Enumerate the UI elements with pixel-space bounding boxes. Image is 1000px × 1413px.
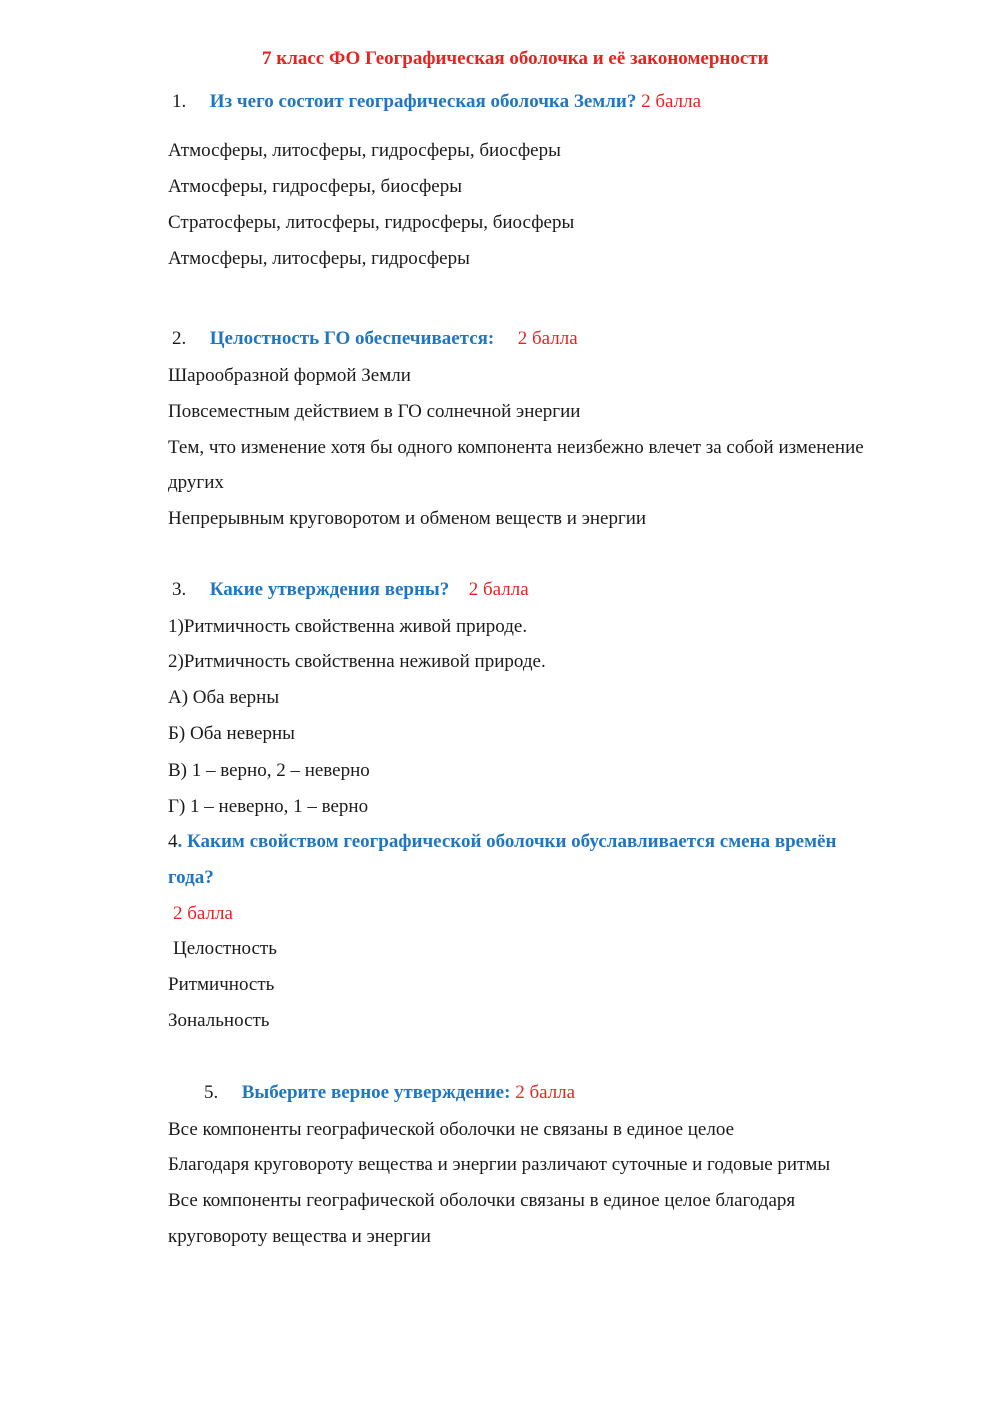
question-4-points: 2 балла xyxy=(173,903,233,924)
question-4-option-3[interactable]: Зональность xyxy=(168,1010,270,1031)
question-2-option-2[interactable]: Повсеместным действием в ГО солнечной энергии xyxy=(168,401,581,422)
question-5-text: Выберите верное утверждение: xyxy=(241,1082,511,1103)
question-3-statement-2: 2)Ритмичность свойственна неживой природе. xyxy=(168,651,546,672)
question-5-option-1[interactable]: Все компоненты географической оболочки не связаны в единое целое xyxy=(168,1119,735,1140)
question-5-option-3[interactable]: Все компоненты географической оболочки связаны в единое целое благодаря xyxy=(168,1190,796,1211)
question-3-option-v[interactable]: В) 1 – верно, 2 – неверно xyxy=(168,760,370,781)
question-2-option-3[interactable]: Тем, что изменение хотя бы одного компонента неизбежно влечет за собой изменение xyxy=(168,437,864,458)
question-5-points: 2 балла xyxy=(515,1082,576,1103)
question-2-option-4[interactable]: Непрерывным круговоротом и обменом веществ и энергии xyxy=(168,508,647,529)
question-4-option-2[interactable]: Ритмичность xyxy=(168,974,275,995)
question-1-option-4[interactable]: Атмосферы, литосферы, гидросферы xyxy=(168,248,470,269)
question-3-statement-1: 1)Ритмичность свойственна живой природе. xyxy=(168,616,528,637)
question-3-option-a[interactable]: А) Оба верны xyxy=(168,687,280,708)
question-3-text: Какие утверждения верны? xyxy=(209,579,450,600)
question-3-option-g[interactable]: Г) 1 – неверно, 1 – верно xyxy=(168,796,369,817)
question-4-text: . Каким свойством географической оболочки обуславливается смена времён xyxy=(177,831,837,852)
question-4-heading xyxy=(168,831,836,853)
question-5-heading xyxy=(204,1082,575,1104)
question-1-points: 2 балла xyxy=(641,91,702,112)
question-1-heading xyxy=(172,91,701,113)
question-2-option-3-continued[interactable]: других xyxy=(168,472,224,493)
question-1-number: 1. xyxy=(172,91,187,112)
question-2-heading xyxy=(172,328,578,350)
question-1-option-2[interactable]: Атмосферы, гидросферы, биосферы xyxy=(168,176,463,197)
question-4-text-continued: года? xyxy=(168,867,214,888)
page-title: 7 класс ФО Географическая оболочка и её закономерности xyxy=(262,48,769,69)
question-3-points: 2 балла xyxy=(468,579,529,600)
question-2-text: Целостность ГО обеспечивается: xyxy=(209,328,495,349)
question-4-option-1[interactable]: Целостность xyxy=(173,938,277,959)
question-3-number: 3. xyxy=(172,579,187,600)
question-3-option-b[interactable]: Б) Оба неверны xyxy=(168,723,295,744)
question-5-option-2[interactable]: Благодаря круговороту вещества и энергии различают суточные и годовые ритмы xyxy=(168,1154,831,1175)
question-3-heading xyxy=(172,579,529,601)
question-4-number: 4 xyxy=(168,831,178,852)
question-1-option-1[interactable]: Атмосферы, литосферы, гидросферы, биосферы xyxy=(168,140,561,161)
question-2-option-1[interactable]: Шарообразной формой Земли xyxy=(168,365,411,386)
question-2-points: 2 балла xyxy=(517,328,578,349)
question-1-text: Из чего состоит географическая оболочка Земли? xyxy=(209,91,637,112)
question-5-number: 5. xyxy=(204,1082,219,1103)
question-1-option-3[interactable]: Стратосферы, литосферы, гидросферы, биосферы xyxy=(168,212,575,233)
question-5-option-3-continued[interactable]: круговороту вещества и энергии xyxy=(168,1226,431,1247)
question-2-number: 2. xyxy=(172,328,187,349)
